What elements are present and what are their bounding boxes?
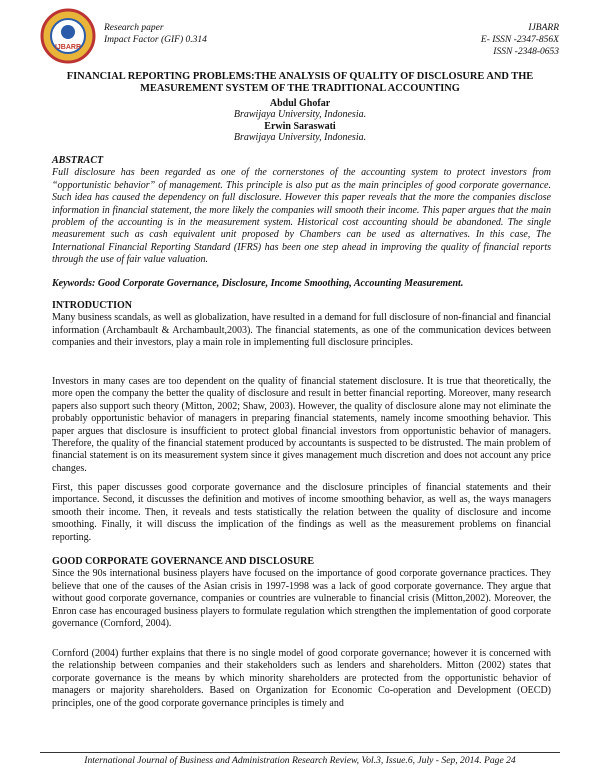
- keywords: Keywords: Good Corporate Governance, Disclosure, Income Smoothing, Accounting Measurement.: [52, 278, 464, 289]
- author-1: [40, 98, 560, 120]
- journal-logo: [40, 8, 96, 64]
- paragraph: First, this paper discusses good corporate governance and the disclosure principles of financial statements and their importance. Second, it discusses the definition and motives of income smoothing behavior, as well as, the ways managers smooth their income. Then, it reveals and tests statistically the relation between the quality of disclosure and income smoothing. Finally, it will discuss the implication of the findings as well as the measurement problems on financial reporting.: [52, 482, 551, 543]
- introduction-heading: INTRODUCTION: [52, 300, 133, 311]
- author-2: [40, 121, 560, 143]
- footer-rule: [40, 752, 560, 753]
- page-footer: International Journal of Business and Administration Research Review, Vol.3, Issue.6, July - Sep, 2014. Page 24: [84, 755, 516, 766]
- abstract: [52, 155, 551, 267]
- author-name: Abdul Ghofar: [269, 98, 331, 109]
- abstract-text: Full disclosure has been regarded as one of the cornerstones of the accounting system to protect investors from “opportunistic behavior” of management. This principle is also put as the main principles of good corporate governance. Such idea has caused the dependency on full disclosure. However this paper reveals that the more the companies disclose information in financial statement, the more likely the companies will smooth their income. This paper argues that the main problem of the accounting is in the measurement system. Historical cost accounting should be abandoned. The single measurement such as cash equivalent unit proposed by Chambers can be used as alternatives. In this case, The International Financial Reporting Standard (IFRS) has been one step ahead in improving the quality of financial reports through the use of fair value valuation.: [52, 167, 551, 266]
- header-left: [104, 22, 207, 46]
- paragraph: Investors in many cases are too dependent on the quality of financial statement disclosure. It is true that theoretically, the more open the company the better the quality of disclosure and result in better financial reporting. Moreover, many research papers also support such theory (Mitton, 2002; Shaw, 2003). However, the quality of disclosure alone may not eliminate the probably opportunistic behavior of managers in preparing financial statements, namely income smoothing behavior. This paper argues that disclosure is insufficient to protect global financial investors from opportunistic behavior of managers. Therefore, the quality of the financial statement produced by accountants is suspected to be distrusted. The main problem of financial statement is on its measurement system since it gives management much discretion and does not account any price changes.: [52, 376, 551, 474]
- governance-section: [52, 556, 551, 630]
- paragraph: Cornford (2004) further explains that there is no single model of good corporate governance; however it is concerned with the relationship between companies and their stakeholders such as lenders and shareholders. Mitton (2002) states that corporate governance is the means by which minority shareholders are protected from the opportunistic behavior of managers or majority shareholders. Based on Organization for Economic Co-operation and Development (OECD) principles, one of the good corporate governance principles is timely and: [52, 648, 551, 709]
- header-right: [481, 22, 559, 58]
- logo-text: IJBARR: [54, 44, 82, 51]
- author-affiliation: Brawijaya University, Indonesia.: [233, 132, 367, 143]
- author-affiliation: Brawijaya University, Indonesia.: [233, 109, 367, 120]
- abstract-heading: ABSTRACT: [52, 155, 104, 166]
- issn: ISSN -2348-0653: [493, 47, 559, 57]
- journal-code: IJBARR: [528, 23, 559, 33]
- e-issn: E- ISSN -2347-856X: [480, 35, 559, 45]
- author-name: Erwin Saraswati: [264, 121, 336, 132]
- impact-factor: Impact Factor (GIF) 0.314: [104, 35, 207, 45]
- introduction-section: [52, 300, 551, 350]
- paper-title: FINANCIAL REPORTING PROBLEMS:THE ANALYSIS OF QUALITY OF DISCLOSURE AND THE MEASUREMENT SYSTEM OF THE TRADITIONAL ACCOUNTING: [66, 71, 534, 94]
- governance-heading: GOOD CORPORATE GOVERNANCE AND DISCLOSURE: [52, 556, 315, 567]
- paragraph: Since the 90s international business players have focused on the importance of good corporate governance practices. They believe that one of the causes of the Asian crisis in 1997-1998 was a lack of good corporate governance. They argue that without good corporate governance, companies or countries are vulnerable to financial crisis (Mitton,2002). Moreover, the Enron case has encouraged business players to formulate regulation which strengthen the implementation of good corporate governance (Cornford, 2004).: [52, 568, 551, 630]
- paragraph: Many business scandals, as well as globalization, have resulted in a demand for full disclosure of non-financial and financial information (Archambault & Archambault,2003). The financial statements, as one of the communication devices between companies and their investors, play a main role in implementing full disclosure principles.: [52, 312, 551, 349]
- paper-type: Research paper: [104, 23, 164, 33]
